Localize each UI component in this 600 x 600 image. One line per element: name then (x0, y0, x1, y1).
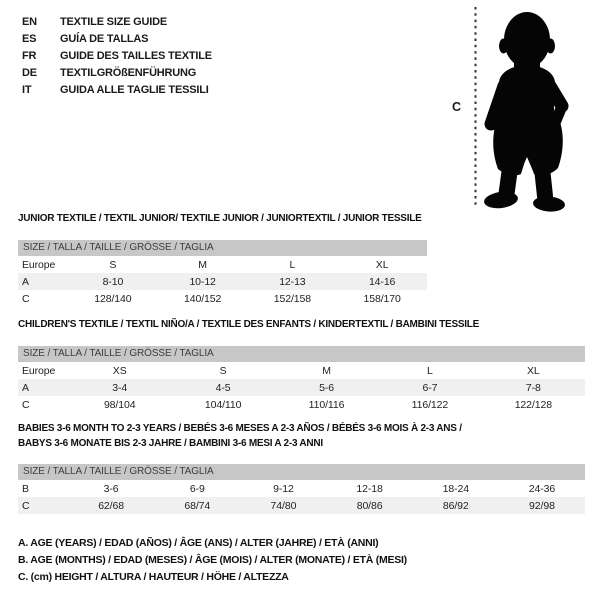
table-row (18, 273, 427, 290)
row-label-cell: A (22, 275, 29, 288)
table-title-line: CHILDREN'S TEXTILE / TEXTIL NIÑO/A / TEXTILE DES ENFANTS / KINDERTEXTIL / BAMBINI TESSILE (18, 319, 480, 330)
language-list (22, 13, 212, 98)
value-cell: 9-12 (273, 482, 294, 495)
language-row (22, 13, 212, 30)
value-cell: S (109, 258, 117, 271)
value-cell: 3-6 (103, 482, 119, 495)
value-cell: 24-36 (528, 482, 556, 495)
note-line: C. (cm) HEIGHT / ALTURA / HAUTEUR / HÖHE / ALTEZZA (18, 571, 289, 583)
value-cell: 12-18 (356, 482, 383, 495)
value-cell: 80/86 (356, 499, 383, 512)
value-cell: 128/140 (94, 292, 132, 305)
value-cell: 5-6 (319, 381, 334, 394)
legend-notes (18, 535, 407, 586)
size-header-bar: SIZE / TALLA / TAILLE / GRÖSSE / TAGLIA (18, 346, 585, 362)
value-cell: 68/74 (184, 499, 211, 512)
language-row (22, 47, 212, 64)
value-cell: 152/158 (273, 292, 311, 305)
babies-textile-table (18, 480, 585, 514)
junior-textile-title (18, 211, 427, 226)
table-row (18, 480, 585, 497)
language-label: GUÍA DE TALLAS (60, 32, 149, 45)
language-row (22, 64, 212, 81)
value-cell: 12-13 (279, 275, 306, 288)
value-cell: 4-5 (215, 381, 231, 394)
value-cell: 116/122 (411, 398, 449, 411)
value-cell: 18-24 (442, 482, 469, 495)
value-cell: 110/116 (308, 398, 345, 411)
row-label-cell: B (22, 482, 29, 495)
value-cell: 158/170 (363, 292, 401, 305)
language-label: TEXTILE SIZE GUIDE (60, 15, 168, 28)
language-code: ES (22, 32, 37, 45)
note-line: B. AGE (MONTHS) / EDAD (MESES) / ÂGE (MOIS) / ALTER (MONATE) / ETÀ (MESI) (18, 554, 407, 566)
value-cell: 8-10 (102, 275, 124, 288)
value-cell: 74/80 (270, 499, 297, 512)
toddler-feet (483, 190, 565, 213)
value-cell: 14-16 (368, 275, 396, 288)
table-row (18, 396, 585, 413)
value-cell: S (219, 364, 227, 377)
value-cell: XS (112, 364, 127, 377)
language-row (22, 30, 212, 47)
language-label: GUIDE DES TAILLES TEXTILE (60, 49, 212, 62)
value-cell: M (198, 258, 207, 271)
childrens-textile-table (18, 362, 585, 413)
table-row (18, 290, 427, 307)
junior-textile-table (18, 256, 427, 307)
value-cell: 122/128 (514, 398, 552, 411)
value-cell: 10-12 (189, 275, 216, 288)
value-cell: 98/104 (103, 398, 136, 411)
language-label: TEXTILGRÖßENFÜHRUNG (60, 66, 197, 79)
size-header-bar: SIZE / TALLA / TAILLE / GRÖSSE / TAGLIA (18, 464, 585, 480)
table-row (18, 497, 585, 514)
junior-textile-section (18, 211, 427, 307)
babies-textile-section (18, 421, 585, 514)
row-label-cell: C (22, 398, 30, 411)
row-label-cell: Europe (22, 364, 56, 377)
value-cell: 62/68 (98, 499, 124, 512)
language-row (22, 81, 212, 98)
row-label-cell: C (22, 499, 30, 512)
babies-textile-title (18, 421, 585, 451)
value-cell: XL (527, 364, 540, 377)
value-cell: 86/92 (442, 499, 469, 512)
row-label-cell: C (22, 292, 30, 305)
value-cell: 6-9 (189, 482, 205, 495)
language-code: FR (22, 49, 37, 62)
toddler-silhouette (470, 2, 600, 214)
value-cell: 92/98 (529, 499, 555, 512)
table-row (18, 256, 427, 273)
table-title-line: BABIES 3-6 MONTH TO 2-3 YEARS / BEBÉS 3-6 MESES A 2-3 AÑOS / BÉBÉS 3-6 MOIS À 2-3 ANS / (18, 423, 462, 434)
language-code: EN (22, 15, 37, 28)
table-title-line: JUNIOR TEXTILE / TEXTIL JUNIOR/ TEXTILE JUNIOR / JUNIORTEXTIL / JUNIOR TESSILE (18, 213, 422, 224)
value-cell: 3-4 (112, 381, 128, 394)
row-label-cell: A (22, 381, 29, 394)
value-cell: 140/152 (183, 292, 222, 305)
childrens-textile-title (18, 317, 585, 332)
value-cell: L (427, 364, 433, 377)
value-cell: 104/110 (204, 398, 242, 411)
note-line: A. AGE (YEARS) / EDAD (AÑOS) / ÂGE (ANS) / ALTER (JAHRE) / ETÀ (ANNI) (18, 537, 379, 549)
table-title-line: BABYS 3-6 MONATE BIS 2-3 JAHRE / BAMBINI 3-6 MESI A 2-3 ANNI (18, 438, 323, 449)
language-label: GUIDA ALLE TAGLIE TESSILI (60, 83, 209, 96)
figure-height-label: C (452, 100, 462, 114)
value-cell: M (322, 364, 331, 377)
value-cell: XL (375, 258, 389, 271)
childrens-textile-section (18, 317, 585, 413)
language-code: DE (22, 66, 37, 79)
language-code: IT (22, 83, 32, 96)
value-cell: 6-7 (422, 381, 438, 394)
table-row (18, 362, 585, 379)
row-label-cell: Europe (22, 258, 56, 271)
table-row (18, 379, 585, 396)
value-cell: 7-8 (525, 381, 541, 394)
value-cell: L (289, 258, 296, 271)
size-header-bar: SIZE / TALLA / TAILLE / GRÖSSE / TAGLIA (18, 240, 427, 256)
